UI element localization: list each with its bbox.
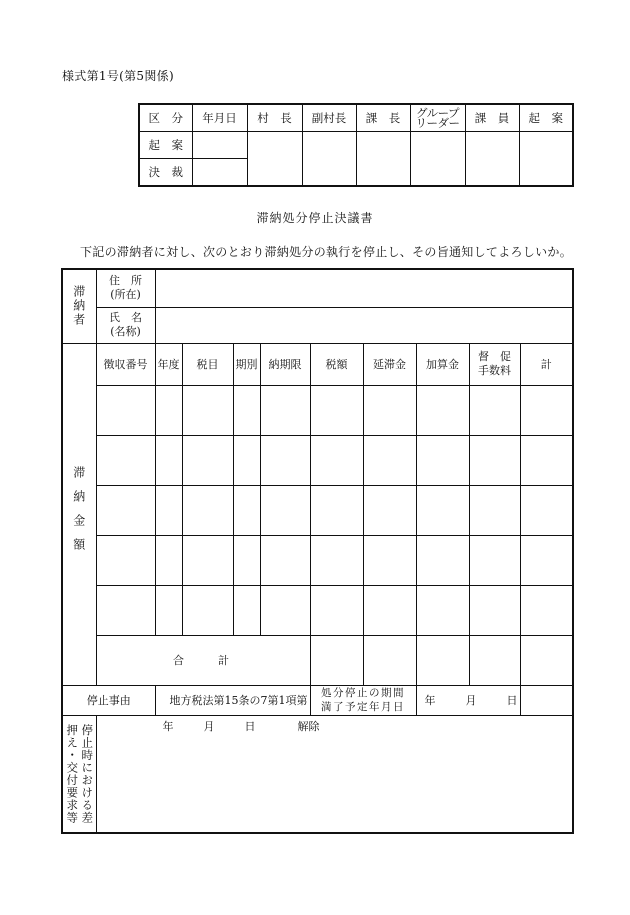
approval-header-date: 年月日 — [192, 104, 247, 132]
suspension-expiry-date[interactable]: 年 月 日 — [416, 685, 520, 715]
col-tax-amount: 税額 — [310, 343, 363, 385]
total-tax-amount[interactable] — [310, 635, 363, 685]
name-field[interactable] — [155, 307, 573, 343]
col-dunning-fee: 督 促 手数料 — [469, 343, 520, 385]
approval-header-section-chief: 課 長 — [356, 104, 410, 132]
approval-header-mayor: 村 長 — [247, 104, 302, 132]
col-additional-tax: 加算金 — [416, 343, 469, 385]
staff-stamp-box[interactable] — [465, 132, 519, 187]
approval-header-kubun: 区 分 — [139, 104, 192, 132]
total-label: 合 計 — [96, 635, 310, 685]
approval-row-draft: 起 案 — [139, 132, 192, 159]
suspension-period-label: 処分停止の期間 満了予定年月日 — [310, 685, 416, 715]
table-row — [62, 435, 573, 485]
total-late-fee[interactable] — [363, 635, 416, 685]
address-label: 住 所 (所在) — [96, 269, 155, 307]
total-sum[interactable] — [520, 635, 573, 685]
seizure-release-field[interactable]: 年 月 日 解除 — [96, 715, 573, 833]
approval-row-decision: 決 裁 — [139, 159, 192, 187]
approval-header-drafter: 起 案 — [519, 104, 573, 132]
drafter-stamp-box[interactable] — [519, 132, 573, 187]
col-period: 期別 — [233, 343, 260, 385]
total-additional-tax[interactable] — [416, 635, 469, 685]
group-leader-line1: グループ — [415, 106, 460, 120]
mayor-stamp-box[interactable] — [247, 132, 302, 187]
main-form-table — [61, 268, 574, 834]
intro-text: 下記の滞納者に対し、次のとおり滞納処分の執行を停止し、その旨通知してよろしいか。 — [80, 245, 573, 259]
approval-draft-date[interactable] — [192, 132, 247, 159]
table-row — [62, 485, 573, 535]
approval-header-group-leader — [410, 104, 465, 132]
col-total: 計 — [520, 343, 573, 385]
table-row — [62, 385, 573, 435]
name-label: 氏 名 (名称) — [96, 307, 155, 343]
total-dunning-fee[interactable] — [469, 635, 520, 685]
reason-statute-text: 地方税法第15条の7第1項第 — [169, 694, 308, 707]
table-row — [62, 585, 573, 635]
seizure-release-label — [62, 715, 96, 833]
form-number: 様式第1号(第5関係) — [62, 69, 174, 83]
approval-header-staff: 課 員 — [465, 104, 519, 132]
address-field[interactable] — [155, 269, 573, 307]
approval-header-deputy-mayor: 副村長 — [302, 104, 356, 132]
col-due-date: 納期限 — [260, 343, 310, 385]
deputy-mayor-stamp-box[interactable] — [302, 132, 356, 187]
col-collection-number: 徴収番号 — [96, 343, 155, 385]
group-leader-stamp-box[interactable] — [410, 132, 465, 187]
table-row — [62, 535, 573, 585]
taxpayer-label: 滞納者 — [62, 269, 96, 343]
col-year: 年度 — [155, 343, 182, 385]
col-late-fee: 延滞金 — [363, 343, 416, 385]
approval-stamp-table — [138, 103, 574, 187]
totals-row — [62, 635, 573, 685]
delinquent-amount-label: 滞納金額 — [62, 343, 96, 685]
approval-decision-date[interactable] — [192, 159, 247, 187]
seizure-label-col2: 押え・交付要求等 — [65, 723, 80, 824]
suspension-reason-field[interactable] — [155, 685, 310, 715]
section-chief-stamp-box[interactable] — [356, 132, 410, 187]
group-leader-line2: リーダー — [415, 116, 460, 130]
suspension-reason-label: 停止事由 — [62, 685, 155, 715]
document-title: 滞納処分停止決議書 — [256, 211, 374, 225]
seizure-label-col1: 停止時における差 — [80, 723, 95, 824]
col-tax-item: 税目 — [182, 343, 233, 385]
